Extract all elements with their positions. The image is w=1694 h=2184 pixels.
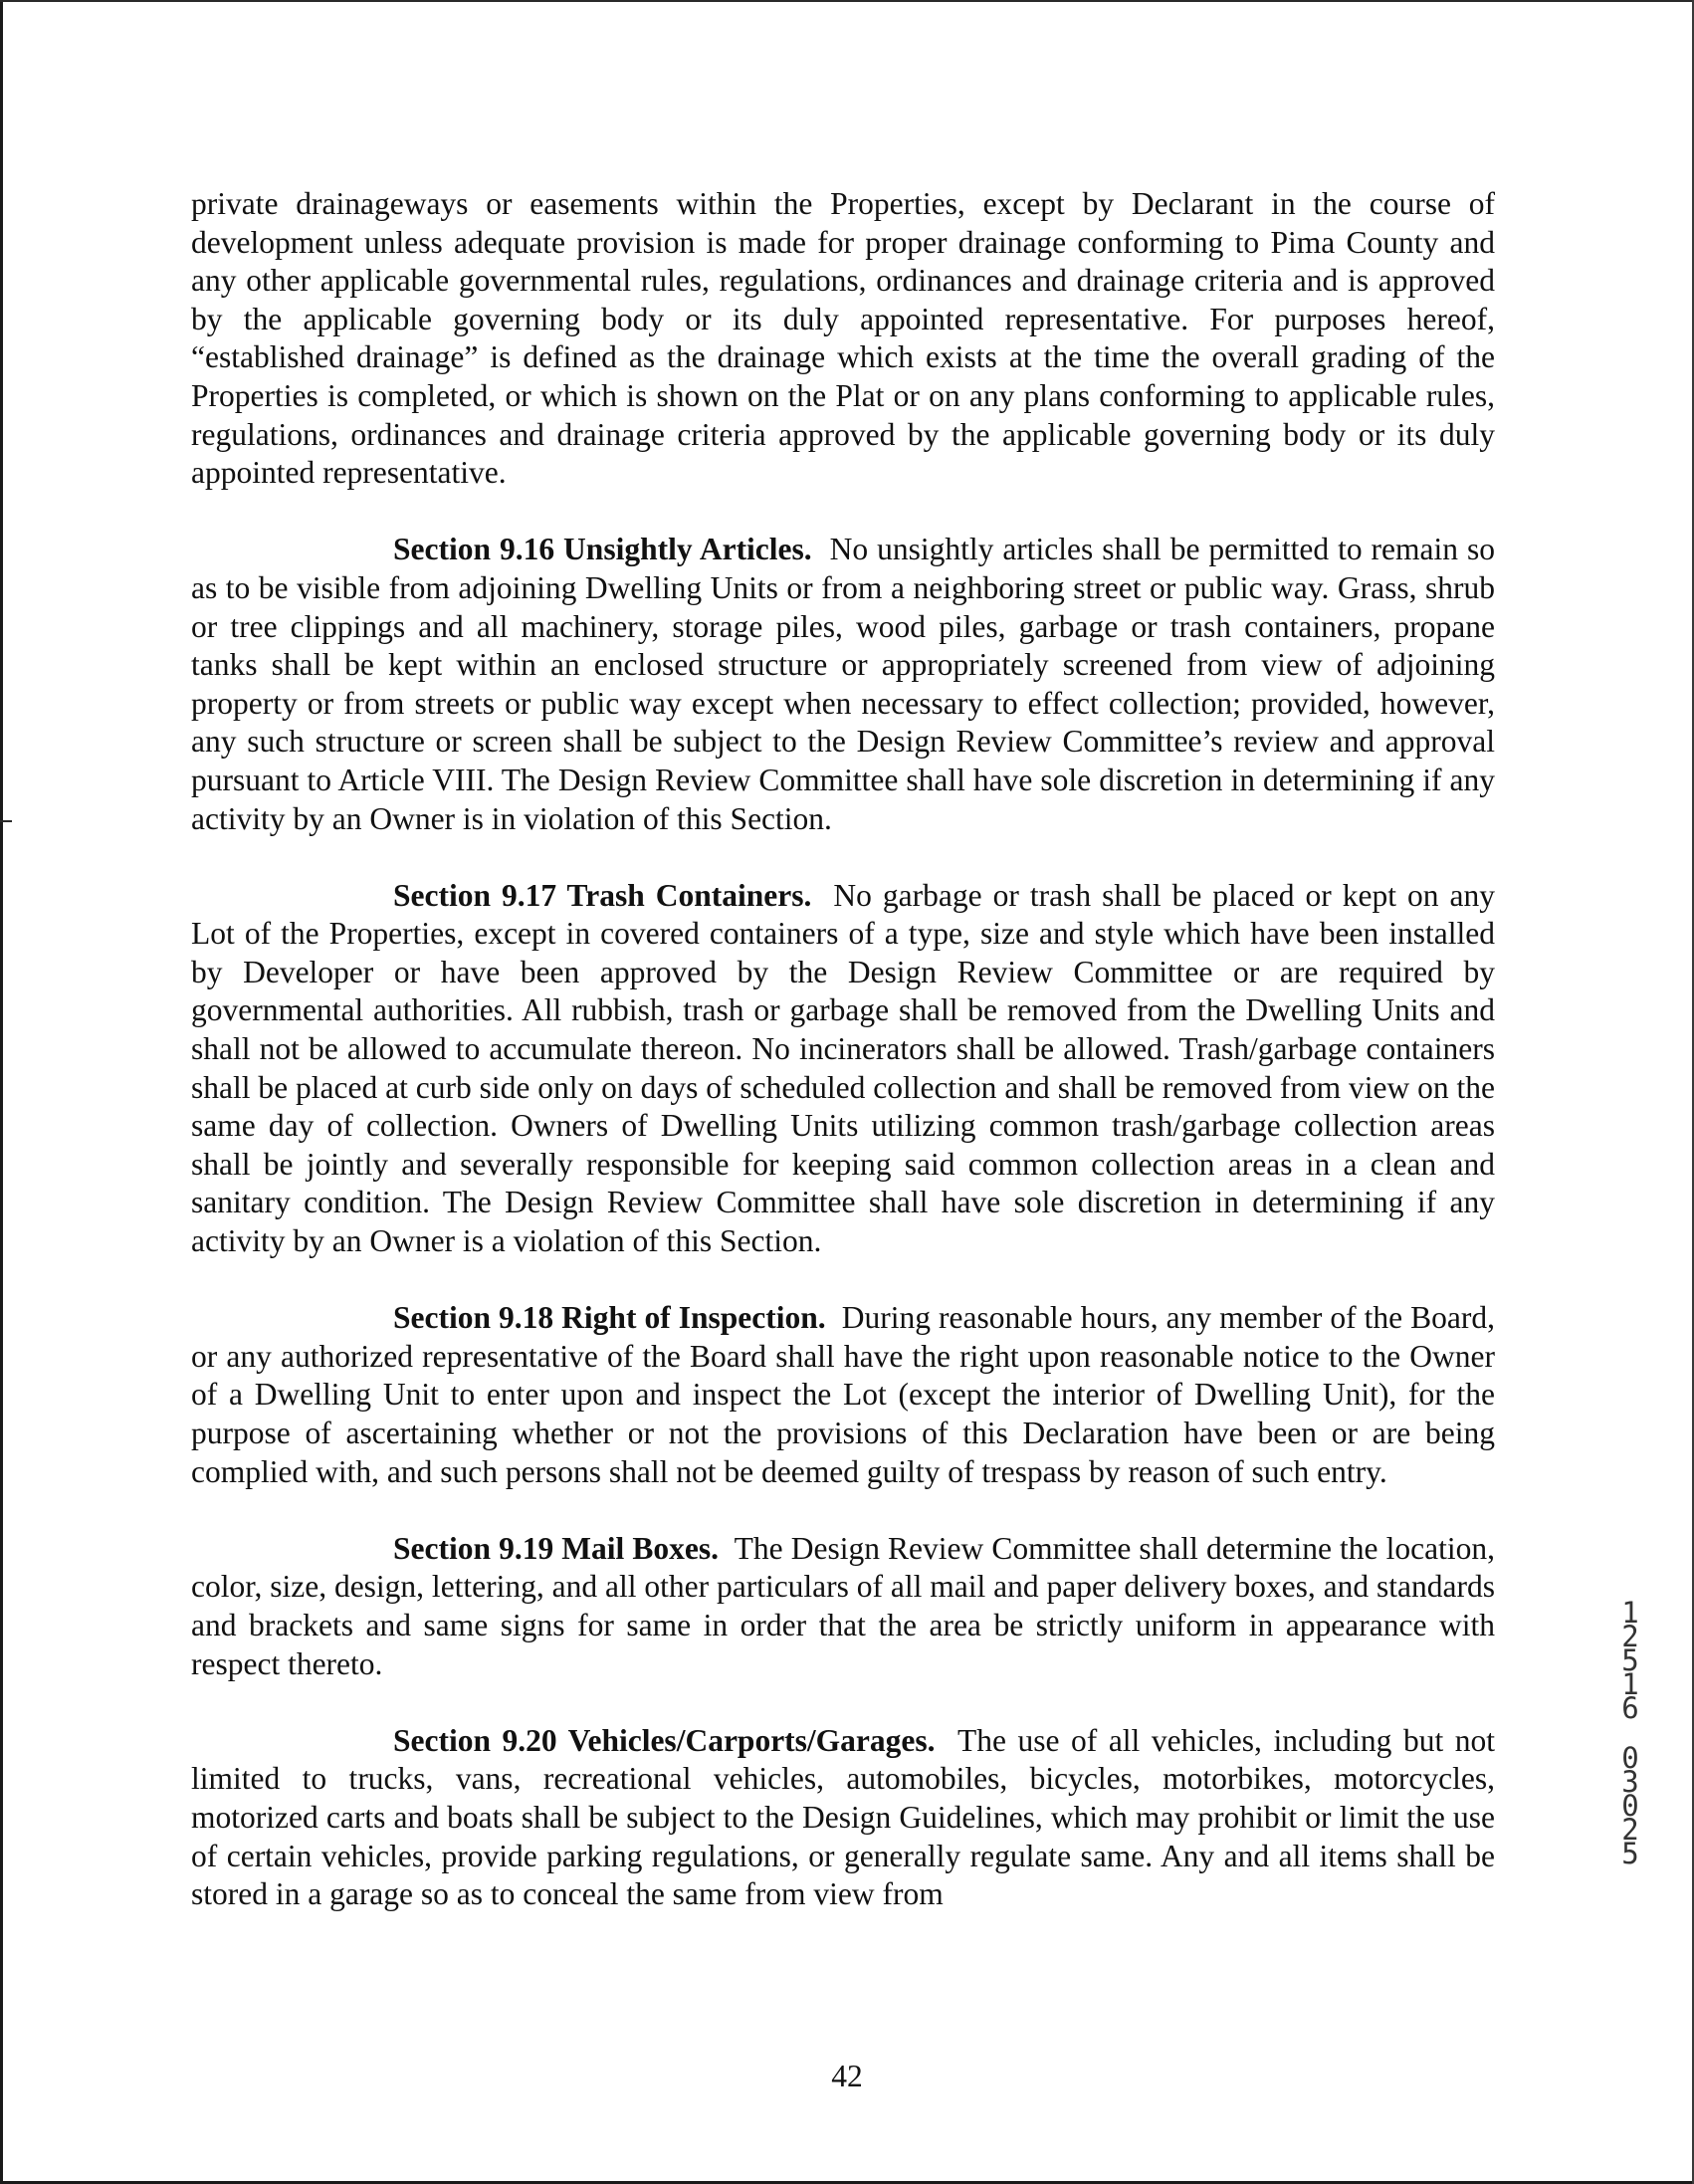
section-heading: Section 9.17 Trash Containers. [393, 877, 812, 913]
section-body: No garbage or trash shall be placed or kept on any Lot of the Properties, except in covered containers of a type, size and style which have been installed by Developer or have been approved by the Design Review Committee or are required by governmental authorities. All rubbish, trash or garbage shall be removed from the Dwelling Units and shall not be allowed to accumulate thereon. No incinerators shall be allowed. Trash/garbage containers shall be placed at curb side only on days of scheduled collection and shall be removed from view on the same day of collection. Owners of Dwelling Units utilizing common trash/garbage collection areas shall be jointly and severally responsible for keeping said common collection areas in a clean and sanitary condition. The Design Review Committee shall have sole discretion in determining if any activity by an Owner is a violation of this Section. [191, 877, 1495, 1259]
page-number: 42 [831, 2059, 863, 2093]
stamp-char: 0 [1621, 1789, 1639, 1823]
section-9-18 [191, 1299, 1495, 1491]
stamp-char: 1 [1621, 1667, 1639, 1701]
stamp-char: 6 [1621, 1691, 1639, 1725]
stamp-char: 2 [1621, 1813, 1639, 1847]
section-9-17 [191, 877, 1495, 1261]
document-body [191, 185, 1495, 1952]
scan-edge-mark [0, 820, 12, 822]
stamp-char: 5 [1621, 1643, 1639, 1677]
section-9-19 [191, 1530, 1495, 1683]
section-heading: Section 9.19 Mail Boxes. [393, 1530, 720, 1566]
section-body: The Design Review Committee shall determine the location, color, size, design, lettering, and all other particulars of all mail and paper delivery boxes, and standards and brackets and same signs for same in order that the area be strictly uniform in appearance with respect thereto. [191, 1530, 1495, 1681]
scan-border-top [0, 0, 1694, 2]
stamp-char: 0 [1621, 1741, 1639, 1775]
section-9-20 [191, 1722, 1495, 1914]
section-heading: Section 9.16 Unsightly Articles. [393, 532, 812, 567]
stamp-char: 3 [1621, 1765, 1639, 1799]
section-heading: Section 9.20 Vehicles/Carports/Garages. [393, 1722, 936, 1758]
continuation-paragraph: private drainageways or easements within the Properties, except by Declarant in the course of development unless adequate provision is made for proper drainage conforming to Pima County and any other applicable governmental rules, regulations, ordinances and drainage criteria and is approved by the applicable governing body or its duly appointed representative. For purposes hereof, “established drainage” is defined as the drainage which exists at the time the overall grading of the Properties is completed, or which is shown on the Plat or on any plans conforming to applicable rules, regulations, ordinances and drainage criteria approved by the applicable governing body or its duly appointed representative. [191, 186, 1495, 491]
section-body: The use of all vehicles, including but not limited to trucks, vans, recreational vehicles, automobiles, bicycles, motorbikes, motorcycles, motorized carts and boats shall be subject to the Design Guidelines, which may prohibit or limit the use of certain vehicles, provide parking regulations, or generally regulate same. Any and all items shall be stored in a garage so as to conceal the same from view from [191, 1722, 1495, 1912]
section-body: No unsightly articles shall be permitted to remain so as to be visible from adjoining Dwelling Units or from a neighboring street or public way. Grass, shrub or tree clippings and all machinery, storage piles, wood piles, garbage or trash containers, propane tanks shall be kept within an enclosed structure or appropriately screened from view of adjoining property or from streets or public way except when necessary to effect collection; provided, however, any such structure or screen shall be subject to the Design Review Committee’s review and approval pursuant to Article VIII. The Design Review Committee shall have sole discretion in determining if any activity by an Owner is in violation of this Section. [191, 532, 1495, 836]
stamp-char: 5 [1621, 1837, 1639, 1870]
stamp-char: 1 [1621, 1596, 1639, 1630]
section-body: During reasonable hours, any member of the Board, or any authorized representative of the Board shall have the right upon reasonable notice to the Owner of a Dwelling Unit to enter upon and inspect the Lot (except the interior of Dwelling Unit), for the purpose of ascertaining whether or not the provisions of this Declaration have been or are being complied with, and such persons shall not be deemed guilty of trespass by reason of such entry. [191, 1300, 1495, 1489]
recording-stamp [1610, 1596, 1650, 1870]
section-9-16 [191, 531, 1495, 838]
section-heading: Section 9.18 Right of Inspection. [393, 1300, 826, 1336]
scan-border-left [0, 0, 3, 2184]
stamp-char: 2 [1621, 1620, 1639, 1653]
